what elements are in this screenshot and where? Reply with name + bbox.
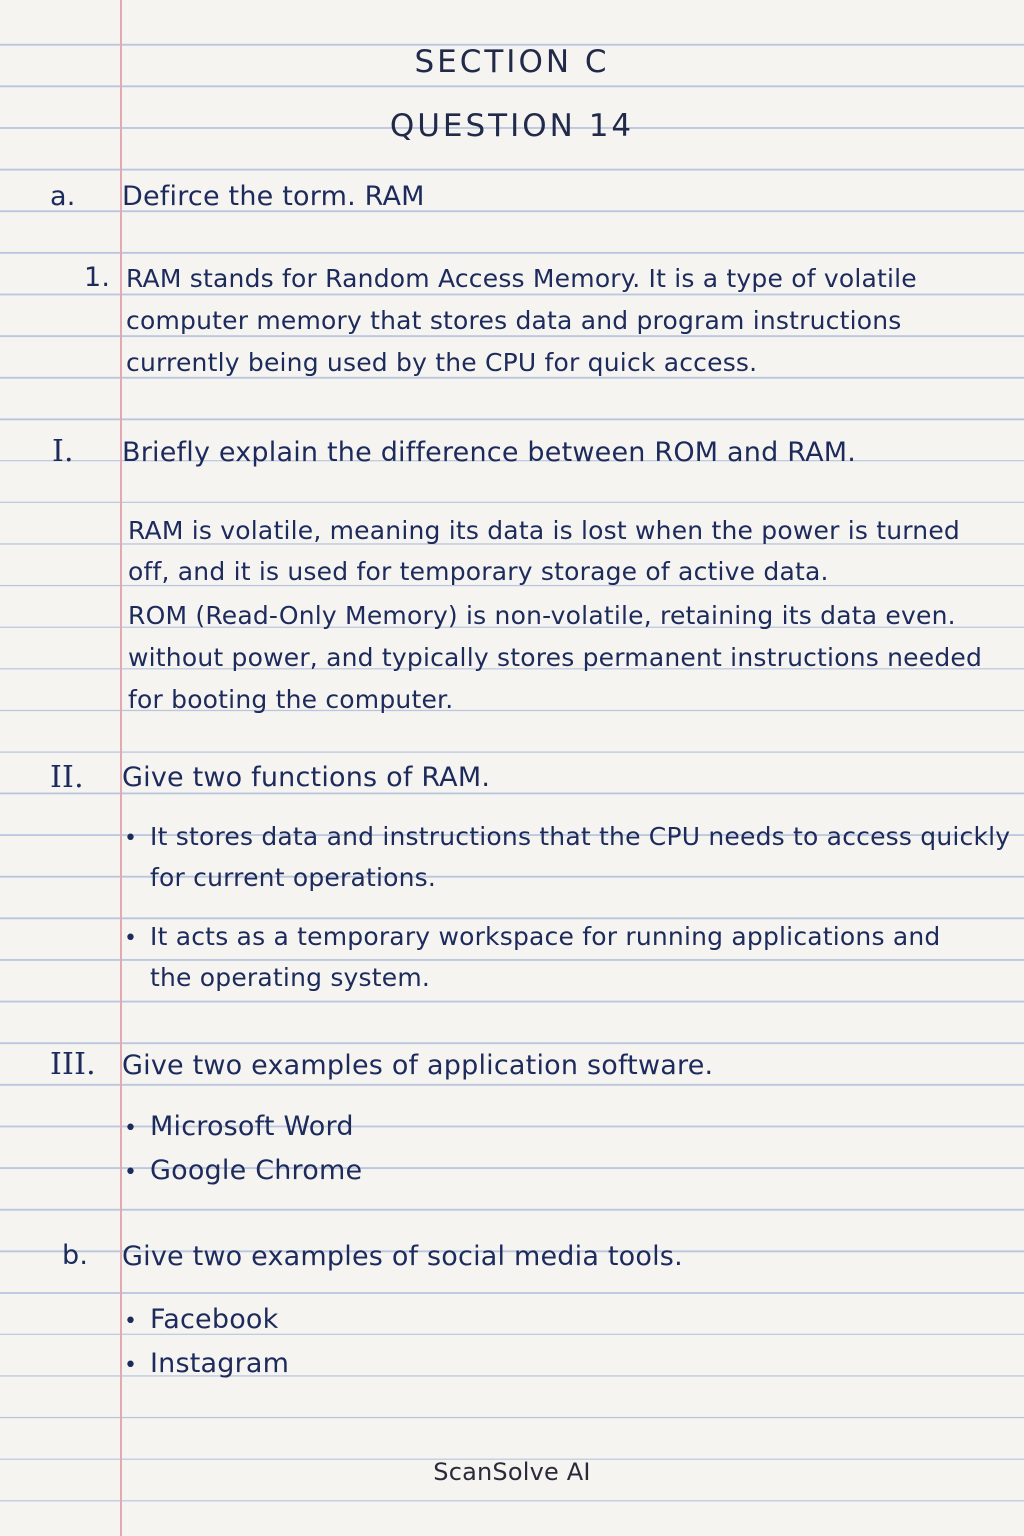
question-2-bullet-line: for current operations. [150,863,437,892]
part-a-prompt: Defirce the torm. RAM [122,181,425,212]
question-2-bullet-line: the operating system. [150,963,431,992]
part-b-label: b. [62,1240,89,1271]
bullet-icon: • [124,1116,138,1141]
bullet-icon: • [124,1309,138,1334]
answer-1-line: computer memory that stores data and program instructions [126,306,902,335]
bullet-icon: • [124,826,138,851]
question-3-label: III. [50,1047,96,1082]
answer-1-line: currently being used by the CPU for quick access. [126,348,758,377]
section-title: SECTION C [414,44,610,80]
bullet-icon: • [124,1160,138,1185]
answer-1-line: RAM stands for Random Access Memory. It is a type of volatile [126,264,917,293]
question-1-answer-line: RAM is volatile, meaning its data is lost when the power is turned [128,516,960,545]
answer-1-number: 1. [84,262,111,293]
question-1-answer-line: ROM (Read-Only Memory) is non-volatile, retaining its data even. [128,601,956,630]
question-1-answer-line: off, and it is used for temporary storage of active data. [128,557,829,586]
question-1-label: I. [52,434,74,469]
part-b-prompt: Give two examples of social media tools. [122,1241,683,1272]
list-item: Microsoft Word [150,1111,354,1142]
list-item: Facebook [150,1304,279,1335]
bullet-icon: • [124,926,138,951]
question-2-bullet-line: It acts as a temporary workspace for running applications and [150,922,941,951]
list-item: Google Chrome [150,1155,363,1186]
question-1-prompt: Briefly explain the difference between ROM and RAM. [122,437,857,468]
question-1-answer-line: without power, and typically stores permanent instructions needed [128,643,983,672]
bullet-icon: • [124,1353,138,1378]
footer-brand: ScanSolve AI [433,1458,591,1486]
list-item: Instagram [150,1348,290,1379]
question-title: QUESTION 14 [389,108,635,144]
question-2-prompt: Give two functions of RAM. [122,762,491,793]
question-2-label: II. [50,760,84,795]
question-3-prompt: Give two examples of application software. [122,1050,714,1081]
question-1-answer-line: for booting the computer. [128,685,454,714]
question-2-bullet-line: It stores data and instructions that the CPU needs to access quickly [150,822,1011,851]
part-a-label: a. [50,181,76,212]
